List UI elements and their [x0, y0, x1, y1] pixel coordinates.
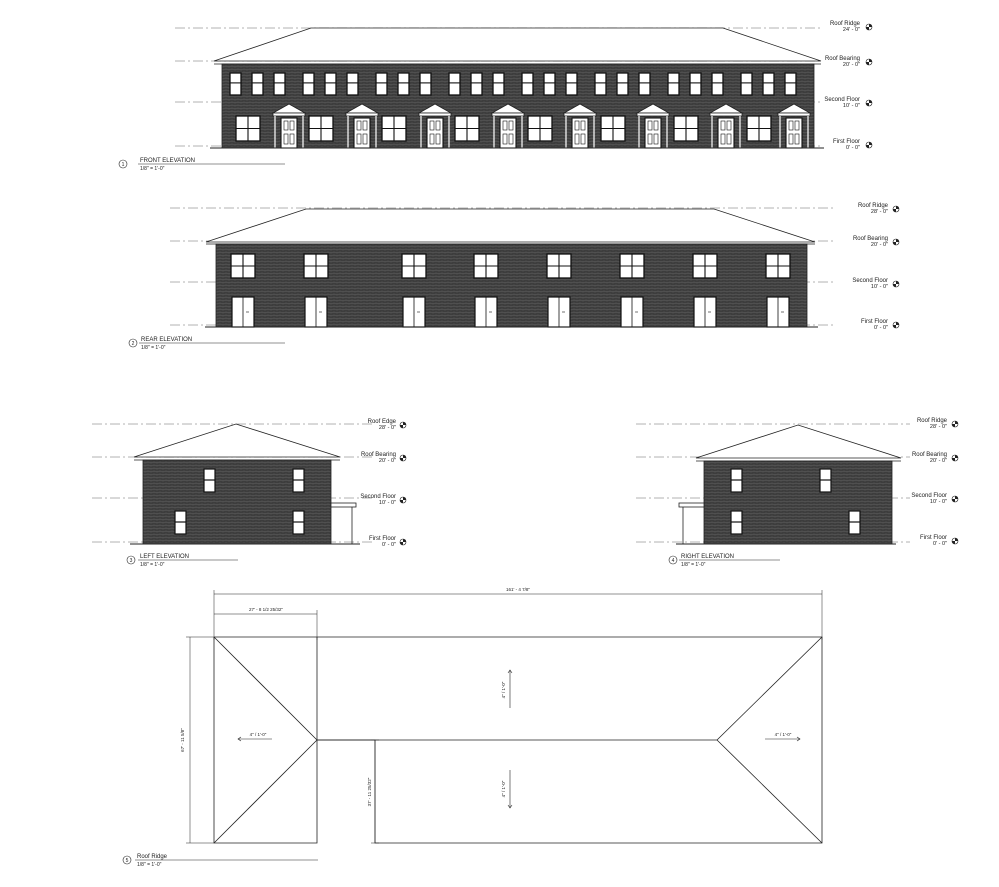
rear-double-window: [766, 254, 790, 278]
level-value: 10' - 0": [870, 284, 888, 290]
level-value: 20' - 0": [378, 458, 396, 464]
view-number: 4: [671, 558, 675, 564]
level-value: 28' - 0": [378, 425, 396, 431]
roof-plan-view-label: [123, 854, 318, 868]
inner-depth-dim: 37' - 11 25/32": [367, 777, 372, 807]
rear-sliding-door: [694, 297, 716, 327]
dimension-lines: [186, 590, 822, 843]
right-level-markers: [911, 418, 958, 547]
rear-sliding-door: [475, 297, 497, 327]
front-upper-window: [668, 73, 679, 95]
left-level-markers: [360, 419, 406, 548]
overall-depth-dim: 67' - 11 5/8": [180, 728, 185, 752]
rear-double-window: [547, 254, 571, 278]
front-upper-window: [303, 73, 314, 95]
front-double-window: [309, 116, 333, 141]
front-upper-window: [712, 73, 723, 95]
front-double-window: [528, 116, 552, 141]
rear-double-window: [231, 254, 255, 278]
front-upper-window: [690, 73, 701, 95]
rear-sliding-door: [548, 297, 570, 327]
level-name: First Floor: [861, 319, 888, 325]
slope-bottom-label: 4" / 1'-0": [501, 780, 506, 798]
slope-arrows: [238, 670, 800, 808]
right-roof: [696, 425, 901, 458]
right-elevation: [636, 418, 958, 568]
front-upper-window: [763, 73, 774, 95]
level-name: Second Floor: [911, 493, 947, 499]
level-value: 24' - 0": [842, 27, 860, 33]
front-upper-window: [449, 73, 460, 95]
rear-double-window: [304, 254, 328, 278]
front-upper-window: [376, 73, 387, 95]
level-value: 10' - 0": [929, 499, 947, 505]
level-value: 28' - 0": [870, 209, 888, 215]
roof-plan: [186, 590, 822, 843]
level-value: 20' - 0": [842, 62, 860, 68]
level-name: Roof Ridge: [829, 21, 860, 27]
front-upper-window: [398, 73, 409, 95]
view-scale: 1/8" = 1'-0": [137, 862, 162, 868]
front-elevation: [119, 21, 872, 172]
level-name: Roof Bearing: [360, 452, 396, 458]
level-value: 0' - 0": [845, 145, 860, 151]
level-name: Roof Bearing: [911, 452, 947, 458]
overall-length-dim: 161' - 4 7/8": [506, 587, 530, 592]
level-value: 10' - 0": [842, 103, 860, 109]
left-porch-canopy: [331, 503, 356, 544]
front-double-window: [382, 116, 406, 141]
level-value: 0' - 0": [932, 541, 947, 547]
view-number: 5: [125, 858, 129, 864]
front-upper-window: [741, 73, 752, 95]
view-title: LEFT ELEVATION: [140, 554, 190, 560]
level-name: Roof Edge: [367, 419, 396, 425]
rear-double-window: [693, 254, 717, 278]
slope-right-label: 4" / 1'-0": [774, 732, 792, 737]
level-value: 0' - 0": [873, 325, 888, 331]
level-name: Roof Ridge: [857, 203, 888, 209]
rear-double-window: [474, 254, 498, 278]
slope-left-label: 4" / 1'-0": [249, 732, 267, 737]
level-name: Second Floor: [360, 494, 396, 500]
rear-elevation: [129, 203, 899, 351]
level-name: Roof Bearing: [852, 236, 888, 242]
view-scale: 1/8" = 1'-0": [141, 345, 166, 351]
level-value: 0' - 0": [381, 542, 396, 548]
rear-double-window: [402, 254, 426, 278]
level-name: Roof Bearing: [824, 56, 860, 62]
front-roof: [214, 28, 821, 61]
front-double-window: [674, 116, 698, 141]
front-upper-window: [617, 73, 628, 95]
view-title: REAR ELEVATION: [141, 337, 193, 343]
front-upper-window: [785, 73, 796, 95]
view-number: 1: [121, 162, 125, 168]
front-level-markers: [824, 21, 872, 151]
wing-width-dim: 27' - 8 1/2 25/32": [249, 607, 283, 612]
front-upper-window: [639, 73, 650, 95]
view-title: RIGHT ELEVATION: [681, 554, 735, 560]
rear-sliding-door: [403, 297, 425, 327]
view-title: FRONT ELEVATION: [140, 158, 196, 164]
right-view-label: [669, 554, 780, 568]
rear-sliding-door: [621, 297, 643, 327]
rear-sliding-door: [232, 297, 254, 327]
view-number: 2: [131, 341, 135, 347]
level-value: 20' - 0": [870, 242, 888, 248]
level-name: Roof Ridge: [916, 418, 947, 424]
level-name: First Floor: [833, 139, 860, 145]
front-upper-window: [252, 73, 263, 95]
left-roof: [134, 424, 340, 457]
roof-plan-dimensions: [180, 587, 792, 806]
front-upper-window: [420, 73, 431, 95]
level-value: 28' - 0": [929, 424, 947, 430]
view-scale: 1/8" = 1'-0": [140, 562, 165, 568]
rear-level-markers: [852, 203, 899, 331]
right-porch-canopy: [679, 503, 704, 544]
front-upper-window: [566, 73, 577, 95]
view-title: Roof Ridge: [137, 854, 168, 860]
slope-top-label: 4" / 1'-0": [501, 681, 506, 699]
level-name: Second Floor: [852, 278, 888, 284]
level-value: 20' - 0": [929, 458, 947, 464]
front-upper-window: [544, 73, 555, 95]
front-upper-window: [347, 73, 358, 95]
front-upper-window: [471, 73, 482, 95]
rear-view-label: [129, 337, 285, 351]
front-upper-window: [325, 73, 336, 95]
rear-roof: [206, 209, 815, 242]
front-upper-window: [493, 73, 504, 95]
level-name: First Floor: [920, 535, 947, 541]
view-scale: 1/8" = 1'-0": [140, 166, 165, 172]
rear-double-window: [620, 254, 644, 278]
level-name: Second Floor: [824, 97, 860, 103]
view-number: 3: [129, 558, 133, 564]
rear-sliding-door: [305, 297, 327, 327]
level-value: 10' - 0": [378, 500, 396, 506]
front-view-label: [119, 158, 285, 172]
front-double-window: [747, 116, 771, 141]
front-double-window: [455, 116, 479, 141]
rear-sliding-door: [767, 297, 789, 327]
front-upper-window: [274, 73, 285, 95]
view-scale: 1/8" = 1'-0": [681, 562, 706, 568]
front-upper-window: [230, 73, 241, 95]
left-elevation: [92, 419, 406, 568]
front-upper-window: [522, 73, 533, 95]
front-double-window: [236, 116, 260, 141]
front-double-window: [601, 116, 625, 141]
front-upper-window: [595, 73, 606, 95]
level-name: First Floor: [369, 536, 396, 542]
left-view-label: [127, 554, 238, 568]
